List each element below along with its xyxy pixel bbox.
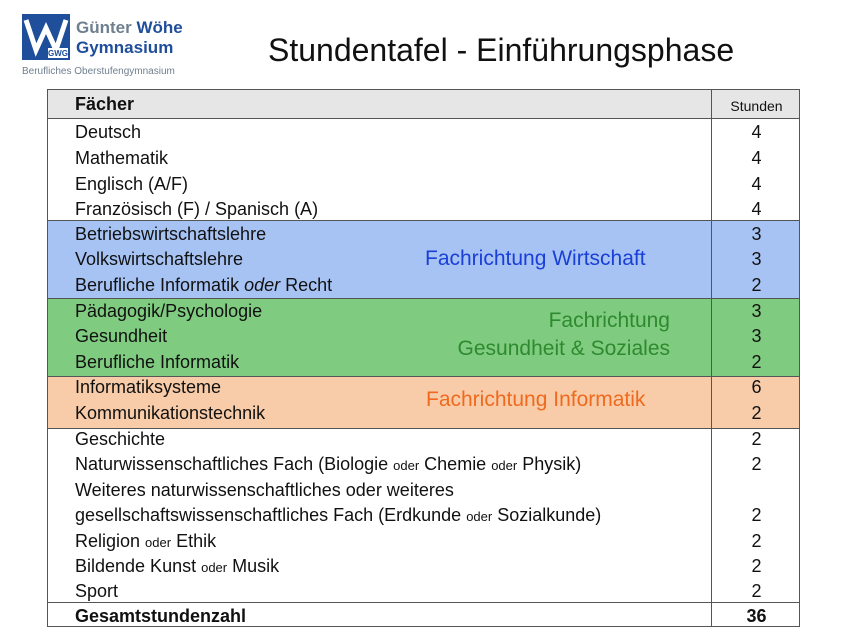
subject-text: gesellschaftswissenschaftliches Fach (Erdkunde bbox=[75, 505, 467, 525]
divider bbox=[48, 602, 799, 603]
logo-name-line1 bbox=[76, 18, 183, 38]
oder-text: oder bbox=[145, 535, 172, 550]
subject-cell bbox=[75, 531, 216, 553]
logo-mark-text: GWG bbox=[48, 49, 68, 58]
hours-cell: 2 bbox=[751, 275, 762, 295]
divider bbox=[48, 118, 799, 119]
fachrichtung-informatik-label: Fachrichtung Informatik bbox=[426, 388, 646, 411]
timetable bbox=[47, 89, 800, 627]
subject-cell: Mathematik bbox=[75, 148, 169, 168]
subject-text: Religion bbox=[75, 531, 146, 551]
subject-cell: Kommunikationstechnik bbox=[75, 403, 266, 423]
label-line: Fachrichtung bbox=[548, 309, 670, 332]
subject-cell: Französisch (F) / Spanisch (A) bbox=[75, 199, 319, 219]
subject-cell bbox=[75, 454, 581, 476]
hours-cell: 2 bbox=[751, 581, 762, 601]
total-hours: 36 bbox=[746, 606, 767, 626]
hours-cell: 4 bbox=[751, 174, 762, 194]
subject-text: Physik) bbox=[517, 454, 582, 474]
header-band bbox=[48, 90, 799, 118]
subject-cell: Geschichte bbox=[75, 429, 166, 449]
divider bbox=[48, 298, 799, 299]
oder-text: oder bbox=[491, 458, 518, 473]
subject-cell bbox=[75, 505, 601, 527]
fachrichtung-gesundheit-label bbox=[458, 307, 670, 363]
hours-cell: 2 bbox=[751, 556, 762, 576]
school-logo bbox=[22, 14, 212, 84]
logo-name-first: Günter bbox=[76, 18, 137, 37]
hours-cell: 2 bbox=[751, 352, 762, 372]
subject-text: Sozialkunde) bbox=[492, 505, 602, 525]
subject-cell bbox=[75, 556, 279, 578]
subject-cell: Gesundheit bbox=[75, 326, 168, 346]
logo-name-line2: Gymnasium bbox=[76, 38, 174, 57]
hours-cell: 2 bbox=[751, 505, 762, 525]
oder-text: oder bbox=[466, 509, 493, 524]
hours-cell: 3 bbox=[751, 301, 762, 321]
subject-text: Naturwissenschaftliches Fach (Biologie bbox=[75, 454, 394, 474]
hours-cell: 2 bbox=[751, 403, 762, 423]
hours-cell: 3 bbox=[751, 224, 762, 244]
header-hours: Stunden bbox=[730, 98, 783, 114]
oder-text: oder bbox=[244, 275, 281, 295]
hours-cell: 2 bbox=[751, 531, 762, 551]
page-title: Stundentafel - Einführungsphase bbox=[268, 32, 735, 68]
hours-cell: 3 bbox=[751, 326, 762, 346]
hours-cell: 4 bbox=[751, 148, 762, 168]
subject-cell: Volkswirtschaftslehre bbox=[75, 249, 244, 269]
subject-cell bbox=[75, 275, 332, 295]
header-subject: Fächer bbox=[75, 94, 135, 114]
subject-text: Musik bbox=[227, 556, 280, 576]
subject-cell: Weiteres naturwissenschaftliches oder weiteres bbox=[75, 480, 454, 500]
subject-cell: Betriebswirtschaftslehre bbox=[75, 224, 267, 244]
logo-subtitle: Berufliches Oberstufengymnasium bbox=[22, 66, 175, 77]
subject-cell: Deutsch bbox=[75, 122, 142, 142]
subject-text: Chemie bbox=[419, 454, 492, 474]
subject-text: Ethik bbox=[171, 531, 217, 551]
subject-cell: Informatiksysteme bbox=[75, 377, 222, 397]
hours-cell: 2 bbox=[751, 429, 762, 449]
hours-cell: 6 bbox=[751, 377, 762, 397]
hours-cell: 4 bbox=[751, 199, 762, 219]
subject-text: Bildende Kunst bbox=[75, 556, 202, 576]
total-label: Gesamtstundenzahl bbox=[75, 606, 247, 626]
subject-cell: Englisch (A/F) bbox=[75, 174, 189, 194]
oder-text: oder bbox=[201, 560, 228, 575]
subject-cell: Berufliche Informatik bbox=[75, 352, 240, 372]
hours-cell: 2 bbox=[751, 454, 762, 474]
hours-cell: 4 bbox=[751, 122, 762, 142]
divider bbox=[48, 220, 799, 221]
subject-cell: Sport bbox=[75, 581, 119, 601]
gwg-logo-icon bbox=[22, 14, 70, 60]
label-line: Gesundheit & Soziales bbox=[457, 337, 670, 360]
fachrichtung-wirtschaft-label: Fachrichtung Wirtschaft bbox=[425, 247, 646, 270]
subject-text: Recht bbox=[280, 275, 333, 295]
logo-name-last: Wöhe bbox=[136, 18, 183, 37]
hours-cell: 3 bbox=[751, 249, 762, 269]
subject-text: Berufliche Informatik bbox=[75, 275, 245, 295]
subject-cell: Pädagogik/Psychologie bbox=[75, 301, 263, 321]
oder-text: oder bbox=[393, 458, 420, 473]
